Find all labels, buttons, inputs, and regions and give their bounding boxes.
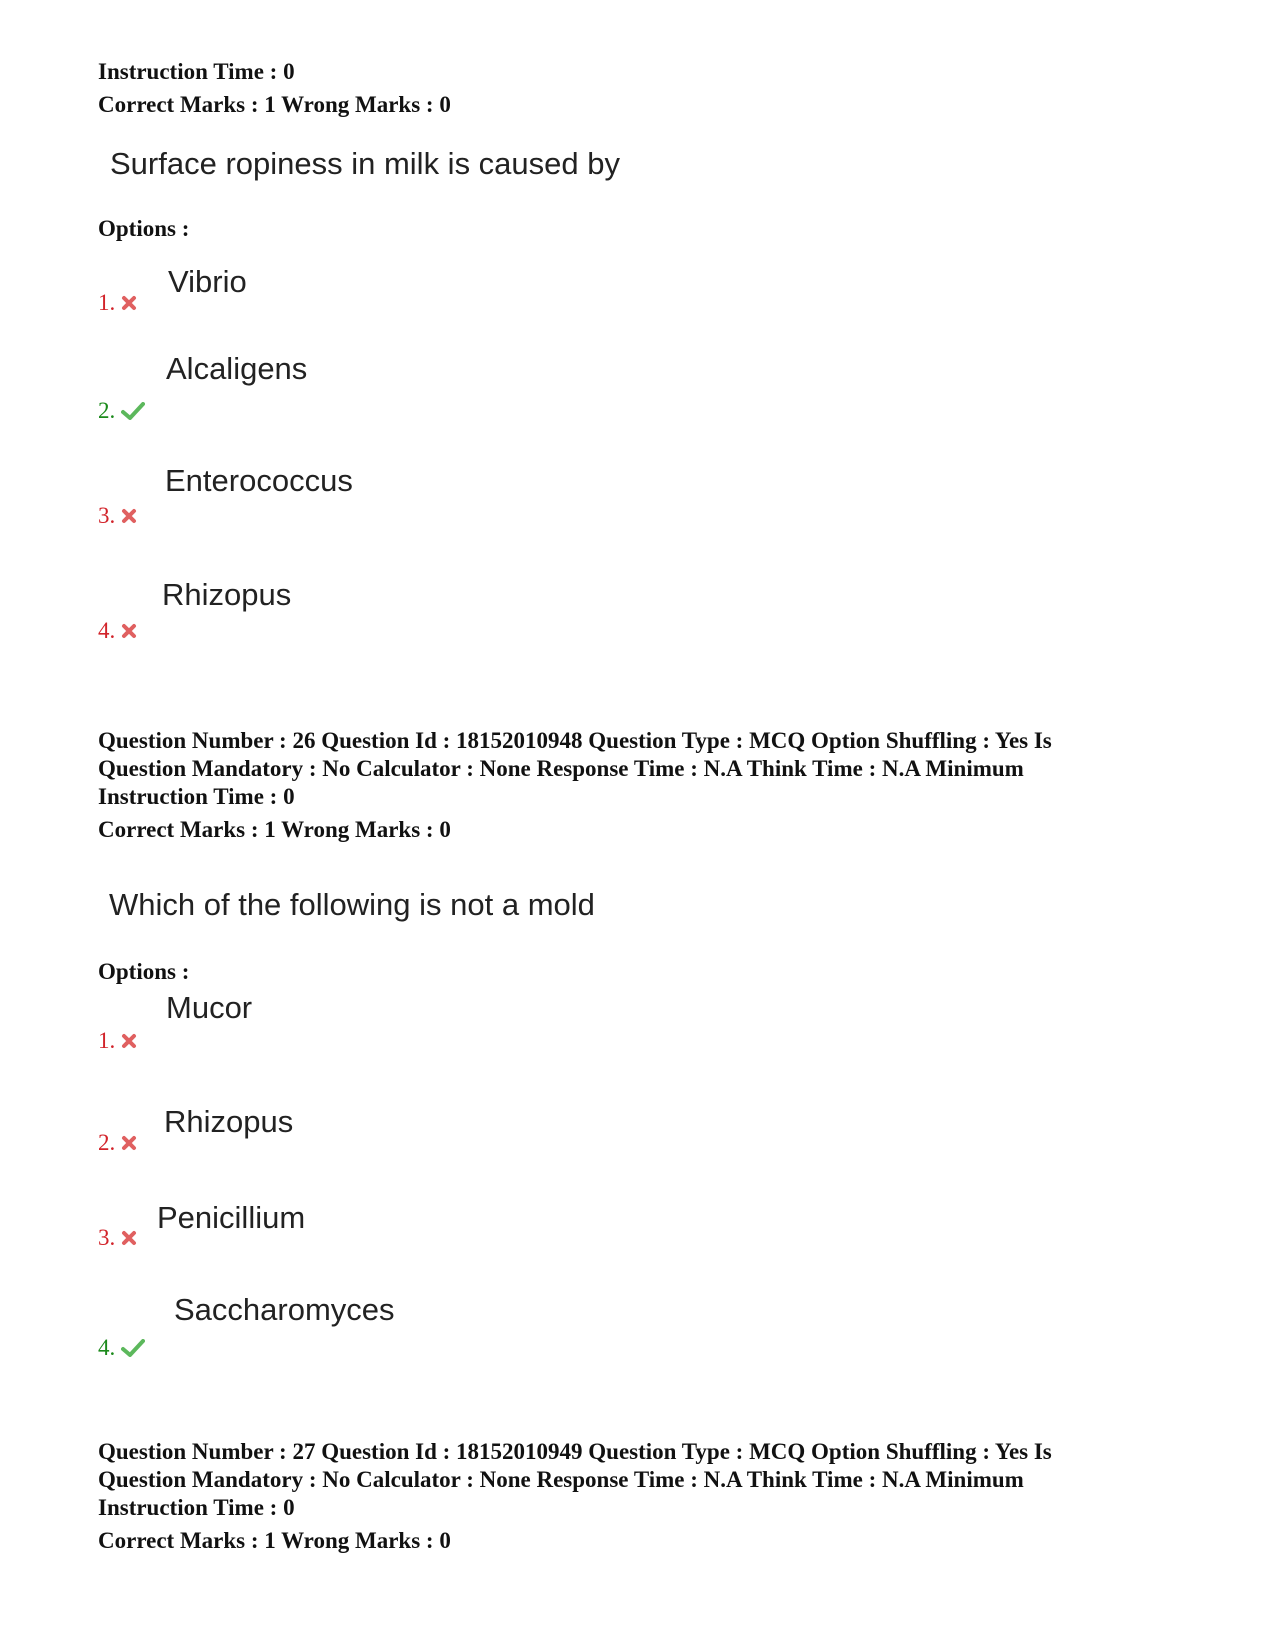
option-text: Enterococcus <box>165 463 353 498</box>
question-meta: Instruction Time : 0 <box>98 784 295 809</box>
option-number: 4. <box>98 618 137 644</box>
question-meta: Question Mandatory : No Calculator : None Response Time : N.A Think Time : N.A Minimum <box>98 1467 1024 1492</box>
marks-line: Correct Marks : 1 Wrong Marks : 0 <box>98 92 451 117</box>
marks-line: Correct Marks : 1 Wrong Marks : 0 <box>98 817 451 842</box>
question-meta: Question Mandatory : No Calculator : None Response Time : N.A Think Time : N.A Minimum <box>98 756 1024 781</box>
check-icon <box>121 402 145 420</box>
instruction-time: Instruction Time : 0 <box>98 59 295 84</box>
option-number: 3. <box>98 503 137 529</box>
cross-icon <box>121 1135 137 1151</box>
cross-icon <box>121 508 137 524</box>
question-text: Surface ropiness in milk is caused by <box>110 146 621 181</box>
question-meta: Question Number : 26 Question Id : 18152010948 Question Type : MCQ Option Shuffling : Yes Is <box>98 728 1052 753</box>
option-text: Saccharomyces <box>174 1292 395 1327</box>
cross-icon <box>121 623 137 639</box>
option-number: 2. <box>98 1130 137 1156</box>
cross-icon <box>121 1230 137 1246</box>
option-text: Vibrio <box>168 264 247 299</box>
option-number: 3. <box>98 1225 137 1251</box>
check-icon <box>121 1339 145 1357</box>
option-text: Alcaligens <box>166 351 308 386</box>
options-heading: Options : <box>98 959 190 984</box>
question-text: Which of the following is not a mold <box>109 887 595 922</box>
option-text: Penicillium <box>157 1200 306 1235</box>
question-meta: Instruction Time : 0 <box>98 1495 295 1520</box>
option-number: 1. <box>98 1028 137 1054</box>
options-heading: Options : <box>98 216 190 241</box>
cross-icon <box>121 295 137 311</box>
marks-line: Correct Marks : 1 Wrong Marks : 0 <box>98 1528 451 1553</box>
option-text: Rhizopus <box>164 1104 294 1139</box>
option-text: Rhizopus <box>162 577 292 612</box>
option-number: 2. <box>98 398 145 424</box>
option-text: Mucor <box>166 990 253 1025</box>
option-number: 4. <box>98 1335 145 1361</box>
cross-icon <box>121 1033 137 1049</box>
option-number: 1. <box>98 290 137 316</box>
question-meta: Question Number : 27 Question Id : 18152010949 Question Type : MCQ Option Shuffling : Yes Is <box>98 1439 1052 1464</box>
